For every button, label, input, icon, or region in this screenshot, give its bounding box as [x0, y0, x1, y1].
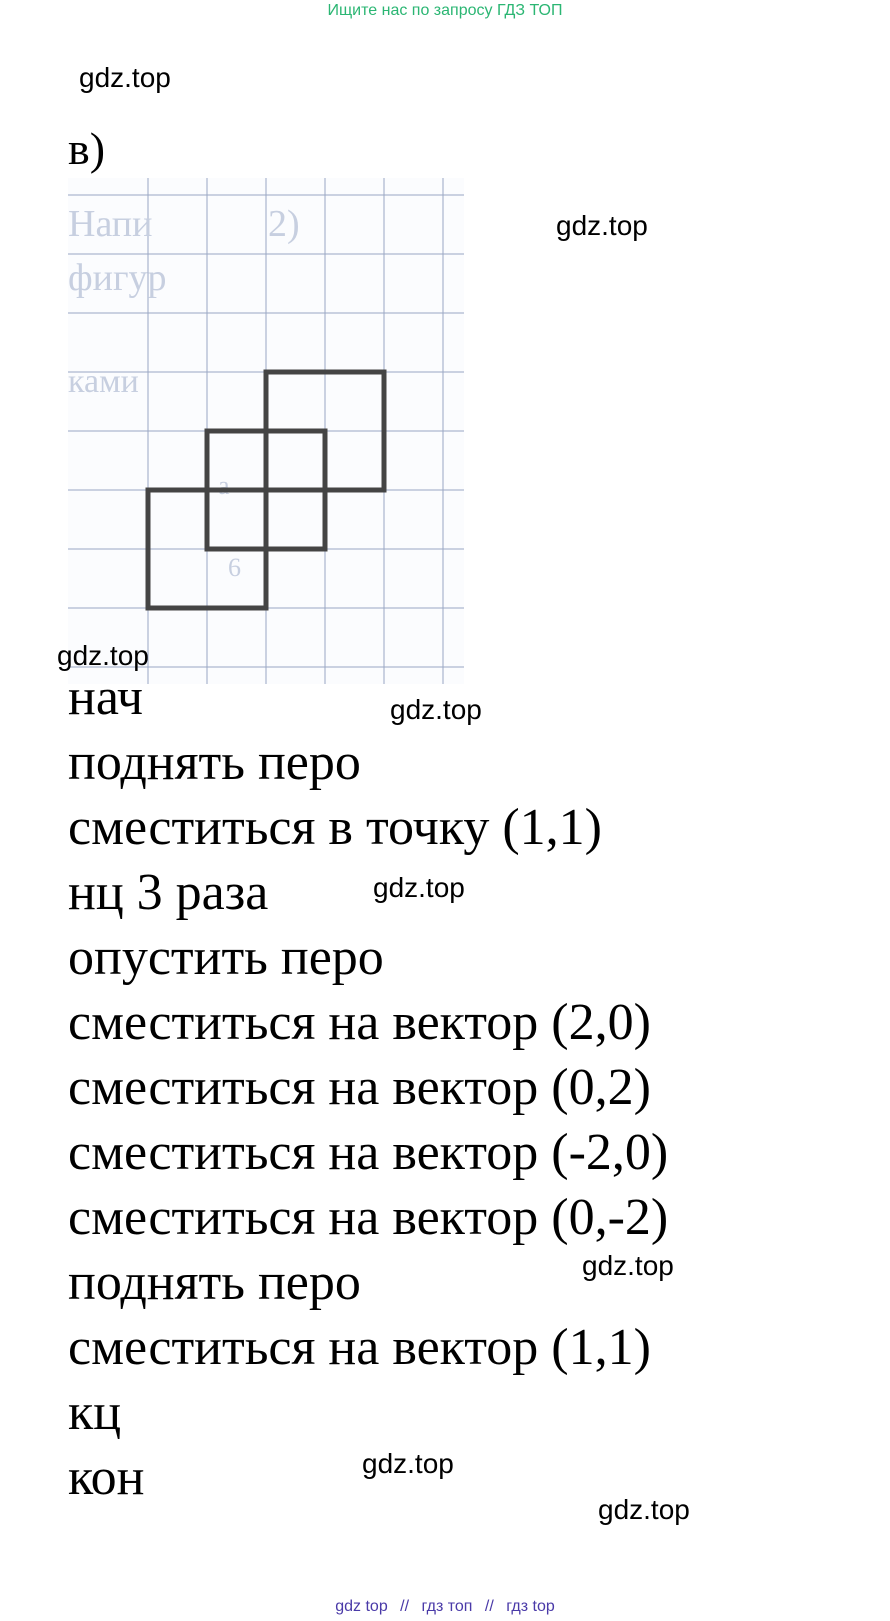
faint-text: 2)	[268, 203, 300, 245]
program-line-begin: нач	[68, 669, 143, 726]
footer-link[interactable]: гдз топ	[421, 1598, 473, 1615]
program-line-move-to-point: сместиться в точку (1,1)	[68, 799, 602, 856]
program-line-end: кон	[68, 1449, 145, 1506]
program-line-move-vector: сместиться на вектор (0,-2)	[68, 1189, 669, 1246]
faint-text: ками	[68, 363, 139, 400]
faint-text: Напи	[68, 203, 153, 245]
grid-figure	[68, 178, 464, 684]
program-line-pen-down: опустить перо	[68, 929, 384, 986]
section-label: в)	[68, 123, 106, 174]
footer-separator: //	[484, 1598, 494, 1615]
program-line-pen-up: поднять перо	[68, 734, 361, 791]
watermark: gdz.top	[556, 210, 648, 241]
watermark: gdz.top	[582, 1250, 674, 1281]
program-line-move-vector: сместиться на вектор (-2,0)	[68, 1124, 669, 1181]
footer-link[interactable]: гдз top	[506, 1598, 555, 1615]
footer	[0, 1598, 890, 1616]
watermark: gdz.top	[373, 872, 465, 903]
watermark: gdz.top	[390, 694, 482, 725]
program-line-pen-up: поднять перо	[68, 1254, 361, 1311]
program-line-move-vector: сместиться на вектор (1,1)	[68, 1319, 651, 1376]
program-line-loop-end: кц	[68, 1384, 122, 1441]
faint-text: a	[218, 471, 230, 500]
watermark: gdz.top	[598, 1494, 690, 1525]
watermark: gdz.top	[79, 62, 171, 93]
watermark: gdz.top	[57, 640, 149, 671]
program-line-move-vector: сместиться на вектор (0,2)	[68, 1059, 651, 1116]
program-line-move-vector: сместиться на вектор (2,0)	[68, 994, 651, 1051]
faint-text: 6	[228, 553, 241, 582]
program-line-loop-start: нц 3 раза	[68, 864, 269, 921]
footer-separator: //	[400, 1598, 410, 1615]
footer-link[interactable]: gdz top	[335, 1598, 388, 1615]
top-banner: Ищите нас по запросу ГДЗ ТОП	[327, 2, 563, 19]
faint-text: фигур	[68, 257, 167, 299]
watermark: gdz.top	[362, 1448, 454, 1479]
